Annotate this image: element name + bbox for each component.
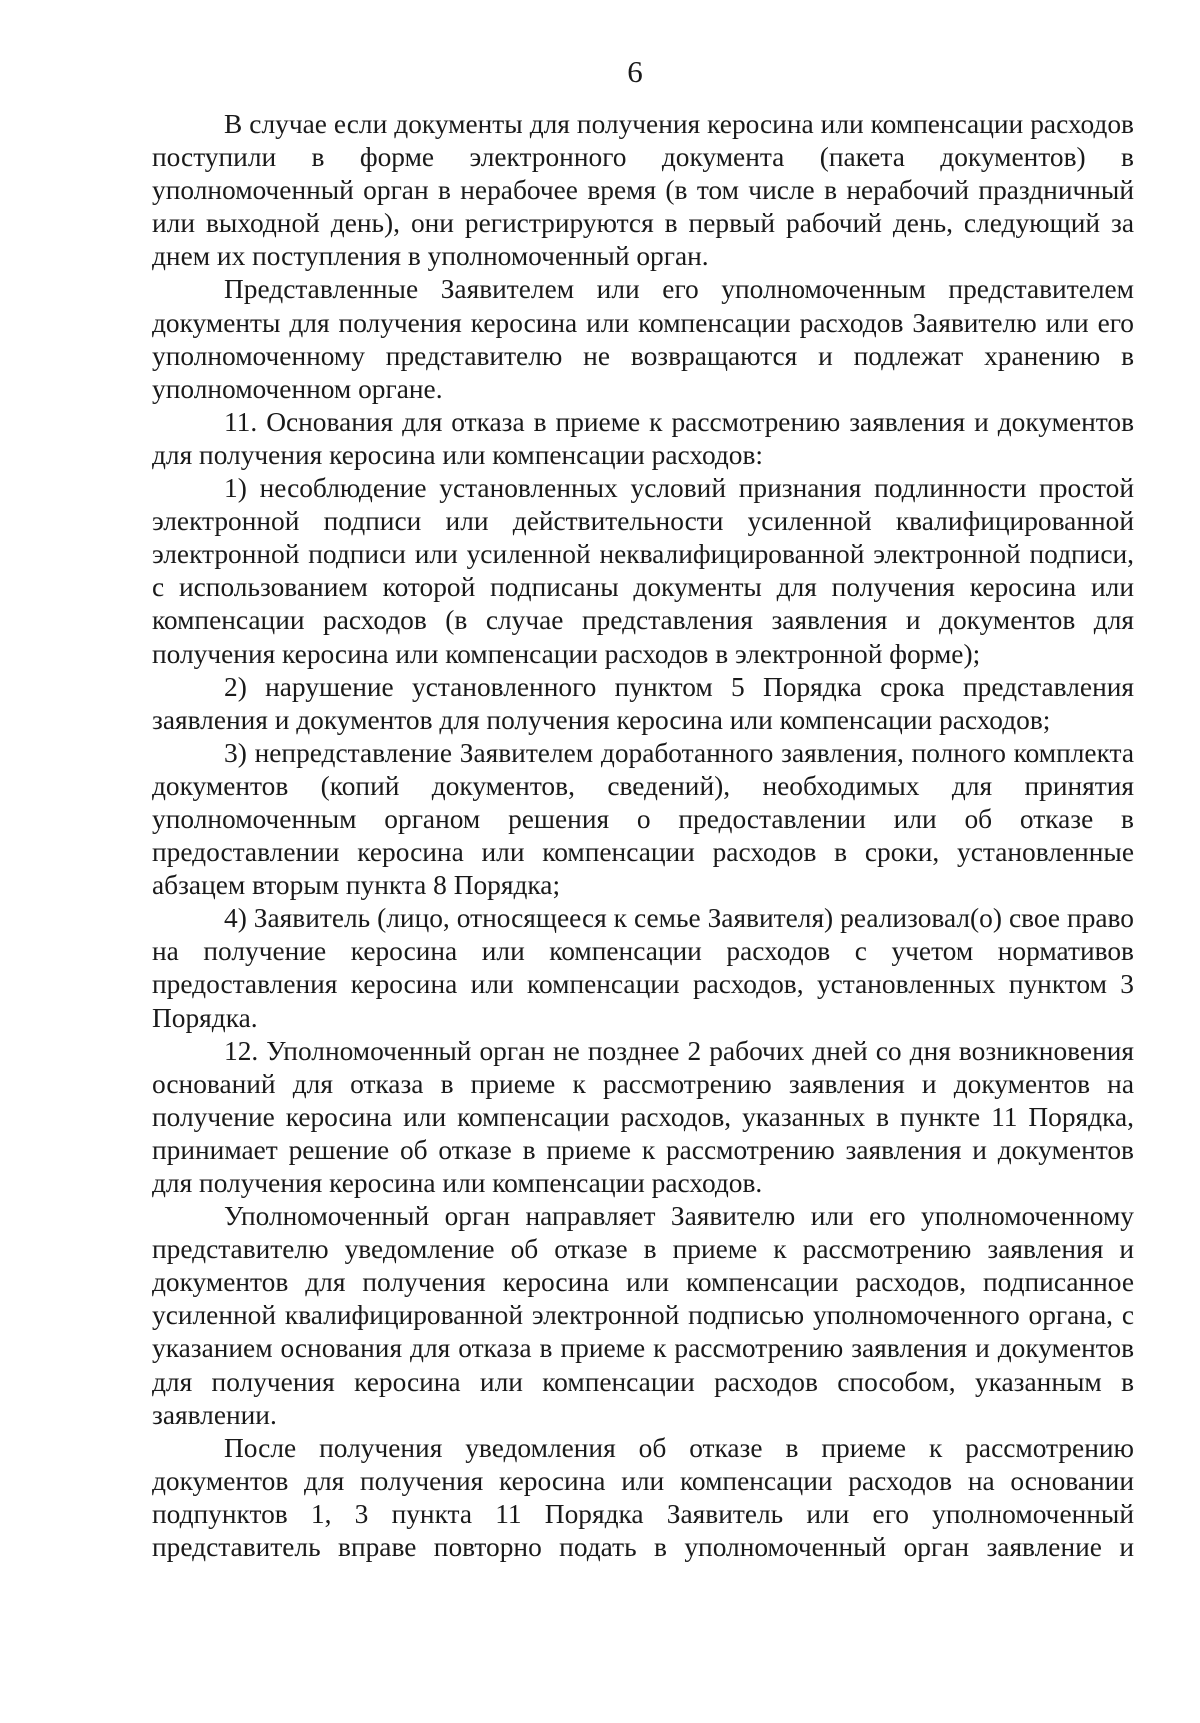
- paragraph-repeat-submission: После получения уведомления об отказе в приеме к рассмотрению документов для получения керосина или компенсации расходов на основании подпунктов 1, 3 пункта 11 Порядка Заявитель или его уполномоченный представитель вправе повторно подать в уполномоченный орган заявление и: [152, 1432, 1134, 1563]
- document-body: [152, 108, 1134, 1564]
- paragraph-item-12: 12. Уполномоченный орган не позднее 2 рабочих дней со дня возникновения оснований для отказа в приеме к рассмотрению заявления и документов на получение керосина или компенсации расходов, указанных в пункте 11 Порядка, принимает решение об отказе в приеме к рассмотрению заявления и документов для получения керосина или компенсации расходов.: [152, 1035, 1134, 1198]
- paragraph-item-11-subitem-4: 4) Заявитель (лицо, относящееся к семье Заявителя) реализовал(о) свое право на получение керосина или компенсации расходов с учетом нормативов предоставления керосина или компенсации расходов, установленных пунктом 3 Порядка.: [152, 903, 1134, 1033]
- paragraph-item-11-subitem-2: 2) нарушение установленного пунктом 5 Порядка срока представления заявления и документов для получения керосина или компенсации расходов;: [152, 671, 1134, 735]
- paragraph-item-11-heading: 11. Основания для отказа в приеме к рассмотрению заявления и документов для получения керосина или компенсации расходов:: [152, 406, 1134, 470]
- paragraph-item-11-subitem-3: 3) непредставление Заявителем доработанного заявления, полного комплекта документов (копий документов, сведений), необходимых для принятия уполномоченным органом решения о предоставлении или об отказе в предоставлении керосина или компенсации расходов в сроки, установленные абзацем вторым пункта 8 Порядка;: [152, 737, 1134, 901]
- paragraph-refusal-notification: Уполномоченный орган направляет Заявителю или его уполномоченному представителю уведомление об отказе в приеме к рассмотрению заявления и документов для получения керосина или компенсации расходов, подписанное усиленной квалифицированной электронной подписью уполномоченного органа, с указанием основания для отказа в приеме к рассмотрению заявления и документов для получения керосина или компенсации расходов способом, указанным в заявлении.: [152, 1201, 1134, 1430]
- paragraph-electronic-docs-registration: В случае если документы для получения керосина или компенсации расходов поступили в форме электронного документа (пакета документов) в уполномоченный орган в нерабочее время (в том числе в нерабочий праздничный или выходной день), они регистрируются в первый рабочий день, следующий за днем их поступления в уполномоченный орган.: [152, 109, 1134, 272]
- paragraph-item-11-subitem-1: 1) несоблюдение установленных условий признания подлинности простой электронной подписи или действительности усиленной квалифицированной электронной подписи или усиленной неквалифицированной электронной подписи, с использованием которой подписаны документы для получения керосина или компенсации расходов (в случае представления заявления и документов для получения керосина или компенсации расходов в электронной форме);: [152, 473, 1134, 669]
- paragraph-docs-not-returned: Представленные Заявителем или его уполномоченным представителем документы для получения керосина или компенсации расходов Заявителю или его уполномоченному представителю не возвращаются и подлежат хранению в уполномоченном органе.: [152, 274, 1134, 404]
- page-number: 6: [627, 54, 643, 89]
